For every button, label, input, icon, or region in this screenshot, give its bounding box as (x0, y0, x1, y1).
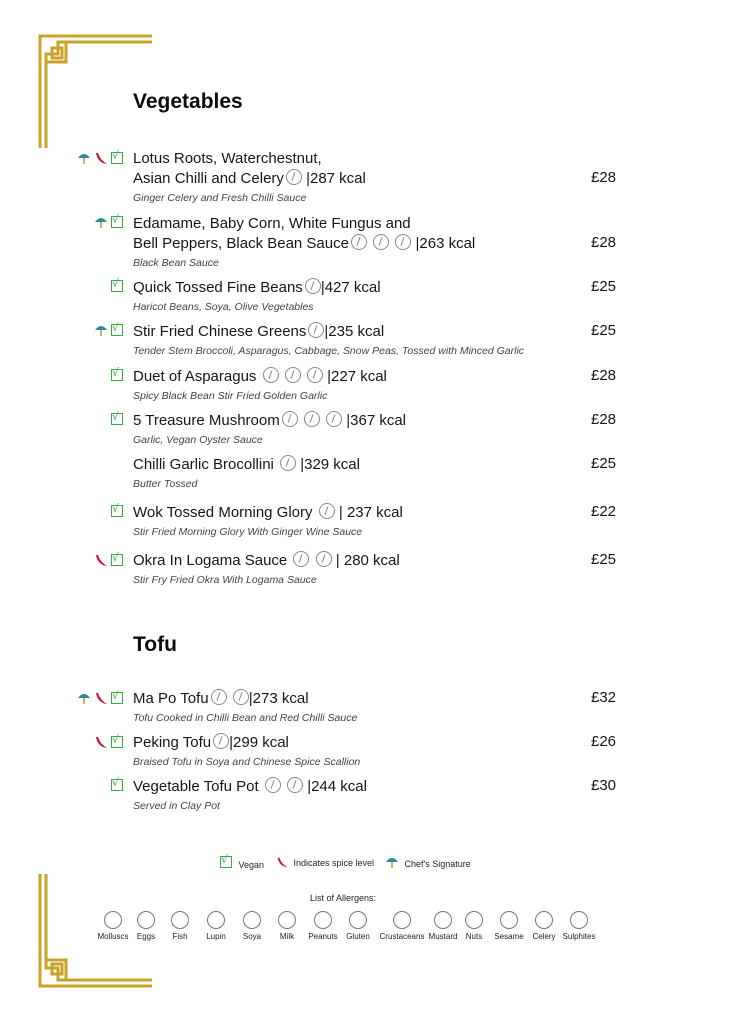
allergen-crustaceans: Crustaceans (378, 911, 426, 941)
dish-price: £28 (591, 234, 617, 251)
allergen-gluten: Gluten (335, 911, 381, 941)
eggs-icon (137, 911, 155, 929)
legend-vegan-label: Vegan (238, 860, 265, 870)
dish-price: £22 (591, 503, 617, 520)
allergen-icon (395, 234, 411, 250)
vegan-icon (111, 554, 123, 566)
allergen-mustard: Mustard (420, 911, 466, 941)
milk-icon (278, 911, 296, 929)
legend-vegan (220, 856, 264, 870)
chef-signature-icon (94, 216, 108, 228)
dish-kcal: |273 kcal (248, 690, 309, 707)
legend-signature (385, 856, 471, 869)
allergen-icon (305, 278, 321, 294)
dish-price: £32 (591, 689, 617, 706)
vegan-icon (111, 152, 123, 164)
vegan-icon (111, 369, 123, 381)
celery-icon (535, 911, 553, 929)
allergen-icon (263, 367, 279, 383)
allergen-lupin: Lupin (193, 911, 239, 941)
allergen-celery: Celery (521, 911, 567, 941)
dish-description: Stir Fry Fried Okra With Logama Sauce (133, 574, 317, 586)
crustaceans-icon (393, 911, 411, 929)
dish-kcal: |367 kcal (346, 412, 407, 429)
dish-kcal: | 280 kcal (335, 552, 400, 569)
allergens-title: List of Allergens: (310, 893, 377, 903)
dish-name: Chilli Garlic Brocollini (133, 456, 274, 473)
dish-price: £30 (591, 777, 617, 794)
allergen-icon (316, 551, 332, 567)
dish-price: £28 (591, 169, 617, 186)
lupin-icon (207, 911, 225, 929)
fish-icon (171, 911, 189, 929)
dish-name: Wok Tossed Morning Glory (133, 504, 313, 521)
dish-kcal: |329 kcal (300, 456, 360, 473)
legend-spice (276, 856, 374, 868)
allergen-icon (308, 322, 324, 338)
dish-description: Haricot Beans, Soya, Olive Vegetables (133, 301, 314, 313)
chilli-icon (276, 856, 288, 868)
gluten-icon (349, 911, 367, 929)
allergen-icon (286, 169, 302, 185)
vegan-icon (111, 280, 123, 292)
dish-name: Vegetable Tofu Pot (133, 778, 259, 795)
soya-icon (243, 911, 261, 929)
vegan-icon (111, 324, 123, 336)
dish-name: Quick Tossed Fine Beans (133, 279, 303, 296)
allergen-icon (293, 551, 309, 567)
dish-kcal: | 237 kcal (338, 504, 403, 521)
dish-price: £25 (591, 278, 617, 295)
molluscs-icon (104, 911, 122, 929)
dish-name: Edamame, Baby Corn, White Fungus and (133, 215, 411, 232)
dish-price: £25 (591, 551, 617, 568)
chef-signature-icon (94, 324, 108, 336)
allergen-icon (373, 234, 389, 250)
allergen-soya: Soya (229, 911, 275, 941)
allergen-molluscs: Molluscs (90, 911, 136, 941)
chef-signature-icon (77, 692, 91, 704)
peanuts-icon (314, 911, 332, 929)
allergen-icon (287, 777, 303, 793)
dish-description: Ginger Celery and Fresh Chilli Sauce (133, 192, 307, 204)
allergen-icon (280, 455, 296, 471)
dish-price: £28 (591, 411, 617, 428)
section-title-vegetables: Vegetables (133, 90, 243, 113)
legend-signature-label: Chef's Signature (404, 859, 471, 869)
allergen-icon (211, 689, 227, 705)
vegan-icon (111, 779, 123, 791)
allergen-icon (351, 234, 367, 250)
allergen-nuts: Nuts (451, 911, 497, 941)
allergen-sulphites: Sulphites (556, 911, 602, 941)
dish-description: Braised Tofu in Soya and Chinese Spice Scallion (133, 756, 361, 768)
sesame-icon (500, 911, 518, 929)
allergen-milk: Milk (264, 911, 310, 941)
dish-name-line2: Bell Peppers, Black Bean Sauce (133, 235, 349, 252)
chef-signature-icon (385, 856, 399, 868)
dish-name: Lotus Roots, Waterchestnut, (133, 150, 322, 167)
dish-name: Peking Tofu (133, 734, 212, 751)
dish-kcal: |299 kcal (229, 734, 289, 751)
dish-name: Ma Po Tofu (133, 690, 209, 707)
allergen-eggs: Eggs (123, 911, 169, 941)
dish-name: Okra In Logama Sauce (133, 552, 288, 569)
allergen-icon (282, 411, 298, 427)
allergen-peanuts: Peanuts (300, 911, 346, 941)
section-title-tofu: Tofu (133, 633, 177, 656)
dish-description: Garlic, Vegan Oyster Sauce (133, 434, 263, 446)
allergen-icon (213, 733, 229, 749)
dish-kcal: |427 kcal (320, 279, 381, 296)
dish-description: Spicy Black Bean Stir Fried Golden Garlic (133, 390, 328, 402)
dish-name: Stir Fried Chinese Greens (133, 323, 307, 340)
chilli-icon (94, 691, 108, 705)
allergen-icon (285, 367, 301, 383)
chilli-icon (94, 735, 108, 749)
vegan-icon (111, 692, 123, 704)
dish-description: Served in Clay Pot (133, 800, 220, 812)
dish-price: £28 (591, 367, 617, 384)
dish-name-line2: Asian Chilli and Celery (133, 170, 284, 187)
allergen-icon (326, 411, 342, 427)
vegan-icon (111, 413, 123, 425)
dish-kcal: |235 kcal (324, 323, 385, 340)
dish-kcal: |263 kcal (415, 235, 476, 252)
allergen-icon (233, 689, 249, 705)
dish-kcal: |244 kcal (307, 778, 367, 795)
dish-description: Stir Fried Morning Glory With Ginger Wine Sauce (133, 526, 363, 538)
allergen-icon (265, 777, 281, 793)
allergen-sesame: Sesame (486, 911, 532, 941)
sulphites-icon (570, 911, 588, 929)
allergen-icon (307, 367, 323, 383)
dish-name: Duet of Asparagus (133, 368, 257, 385)
dish-price: £25 (591, 322, 617, 339)
allergen-fish: Fish (157, 911, 203, 941)
allergen-icon (319, 503, 335, 519)
dish-price: £25 (591, 455, 617, 472)
vegan-icon (111, 736, 123, 748)
dish-name: 5 Treasure Mushroom (133, 412, 280, 429)
allergen-list (90, 911, 610, 951)
chilli-icon (94, 553, 108, 567)
legend-spice-label: Indicates spice level (293, 858, 375, 868)
dish-description: Butter Tossed (133, 478, 198, 490)
allergen-icon (304, 411, 320, 427)
dish-description: Tofu Cooked in Chilli Bean and Red Chilli Sauce (133, 712, 358, 724)
vegan-icon (111, 216, 123, 228)
mustard-icon (434, 911, 452, 929)
dish-description: Tender Stem Broccoli, Asparagus, Cabbage, Snow Peas, Tossed with Minced Garlic (133, 345, 525, 357)
dish-kcal: |287 kcal (306, 170, 366, 187)
dish-price: £26 (591, 733, 617, 750)
dish-description: Black Bean Sauce (133, 257, 219, 269)
vegan-icon (220, 856, 232, 868)
vegan-icon (111, 505, 123, 517)
dish-kcal: |227 kcal (327, 368, 387, 385)
nuts-icon (465, 911, 483, 929)
chef-signature-icon (77, 152, 91, 164)
chilli-icon (94, 151, 108, 165)
